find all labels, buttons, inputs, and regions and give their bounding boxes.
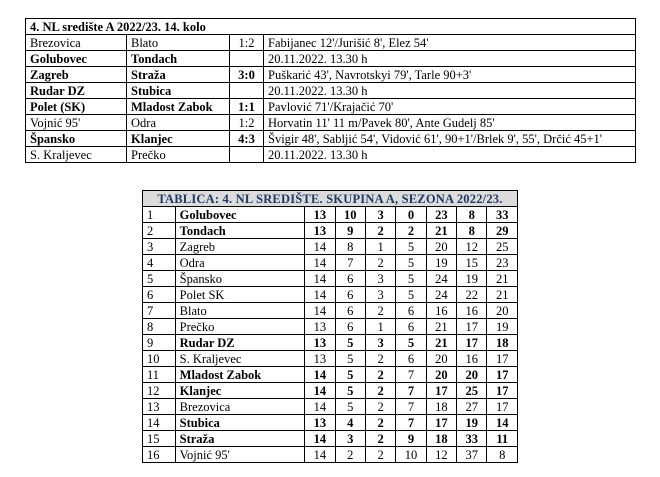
- goals-against: 19: [457, 415, 487, 431]
- drawn: 3: [365, 207, 395, 223]
- team-name: Odra: [175, 255, 305, 271]
- drawn: 2: [365, 415, 395, 431]
- goals-against: 22: [457, 287, 487, 303]
- away-team: Tondach: [127, 51, 230, 67]
- lost: 7: [396, 415, 426, 431]
- match-score: 4:3: [230, 131, 264, 147]
- goals-against: 25: [457, 383, 487, 399]
- position: 5: [143, 271, 176, 287]
- team-name: Polet SK: [175, 287, 305, 303]
- lost: 0: [396, 207, 426, 223]
- drawn: 2: [365, 303, 395, 319]
- lost: 5: [396, 239, 426, 255]
- goals-for: 18: [426, 431, 456, 447]
- goals-for: 21: [426, 319, 456, 335]
- away-team: Straža: [127, 67, 230, 83]
- goals-for: 12: [426, 447, 456, 463]
- drawn: 2: [365, 255, 395, 271]
- played: 14: [305, 367, 335, 383]
- points: 11: [487, 431, 518, 447]
- goals-for: 17: [426, 383, 456, 399]
- away-team: Klanjec: [127, 131, 230, 147]
- match-info: 20.11.2022. 13.30 h: [264, 51, 636, 67]
- position: 12: [143, 383, 176, 399]
- drawn: 3: [365, 271, 395, 287]
- points: 8: [487, 447, 518, 463]
- position: 16: [143, 447, 176, 463]
- lost: 6: [396, 319, 426, 335]
- lost: 7: [396, 383, 426, 399]
- lost: 5: [396, 271, 426, 287]
- goals-for: 21: [426, 335, 456, 351]
- standings-row: [143, 207, 518, 223]
- lost: 5: [396, 335, 426, 351]
- points: 25: [487, 239, 518, 255]
- goals-against: 37: [457, 447, 487, 463]
- won: 3: [335, 431, 365, 447]
- match-row: [26, 67, 636, 83]
- home-team: S. Kraljevec: [26, 147, 127, 163]
- lost: 7: [396, 367, 426, 383]
- team-name: S. Kraljevec: [175, 351, 305, 367]
- goals-for: 18: [426, 399, 456, 415]
- points: 17: [487, 367, 518, 383]
- team-name: Straža: [175, 431, 305, 447]
- won: 5: [335, 335, 365, 351]
- goals-against: 27: [457, 399, 487, 415]
- match-score: 1:1: [230, 99, 264, 115]
- played: 13: [305, 351, 335, 367]
- match-info: 20.11.2022. 13.30 h: [264, 83, 636, 99]
- team-name: Tondach: [175, 223, 305, 239]
- standings-row: [143, 383, 518, 399]
- won: 8: [335, 239, 365, 255]
- played: 13: [305, 415, 335, 431]
- lost: 2: [396, 223, 426, 239]
- team-name: Rudar DZ: [175, 335, 305, 351]
- team-name: Brezovica: [175, 399, 305, 415]
- drawn: 2: [365, 367, 395, 383]
- standings-row: [143, 351, 518, 367]
- match-info: Horvatin 11' 11 m/Pavek 80', Ante Gudelj 85': [264, 115, 636, 131]
- position: 4: [143, 255, 176, 271]
- won: 2: [335, 447, 365, 463]
- lost: 6: [396, 351, 426, 367]
- won: 6: [335, 319, 365, 335]
- drawn: 2: [365, 223, 395, 239]
- standings-row: [143, 303, 518, 319]
- drawn: 2: [365, 383, 395, 399]
- match-score: 1:2: [230, 115, 264, 131]
- points: 21: [487, 287, 518, 303]
- match-info: Švigir 48', Sabljić 54', Vidović 61', 90+1'/Brlek 9', 55', Drčić 45+1': [264, 131, 636, 147]
- standings-row: [143, 415, 518, 431]
- position: 10: [143, 351, 176, 367]
- won: 6: [335, 271, 365, 287]
- team-name: Blato: [175, 303, 305, 319]
- results-title: 4. NL središte A 2022/23. 14. kolo: [26, 19, 636, 35]
- position: 14: [143, 415, 176, 431]
- team-name: Mladost Zabok: [175, 367, 305, 383]
- goals-against: 8: [457, 207, 487, 223]
- played: 13: [305, 319, 335, 335]
- home-team: Vojnić 95': [26, 115, 127, 131]
- home-team: Zagreb: [26, 67, 127, 83]
- goals-against: 33: [457, 431, 487, 447]
- team-name: Stubica: [175, 415, 305, 431]
- points: 17: [487, 399, 518, 415]
- match-score: [230, 147, 264, 163]
- lost: 10: [396, 447, 426, 463]
- match-row: [26, 115, 636, 131]
- match-score: [230, 83, 264, 99]
- standings-table: [142, 190, 518, 463]
- team-name: Golubovec: [175, 207, 305, 223]
- goals-for: 20: [426, 367, 456, 383]
- away-team: Stubica: [127, 83, 230, 99]
- played: 13: [305, 223, 335, 239]
- drawn: 1: [365, 319, 395, 335]
- drawn: 1: [365, 239, 395, 255]
- points: 33: [487, 207, 518, 223]
- played: 14: [305, 431, 335, 447]
- won: 7: [335, 255, 365, 271]
- won: 5: [335, 367, 365, 383]
- standings-row: [143, 287, 518, 303]
- goals-for: 21: [426, 223, 456, 239]
- goals-for: 24: [426, 271, 456, 287]
- standings-row: [143, 399, 518, 415]
- team-name: Klanjec: [175, 383, 305, 399]
- position: 15: [143, 431, 176, 447]
- goals-for: 17: [426, 415, 456, 431]
- points: 21: [487, 271, 518, 287]
- lost: 9: [396, 431, 426, 447]
- match-row: [26, 131, 636, 147]
- away-team: Odra: [127, 115, 230, 131]
- points: 20: [487, 303, 518, 319]
- lost: 6: [396, 303, 426, 319]
- goals-against: 16: [457, 351, 487, 367]
- played: 13: [305, 335, 335, 351]
- standings-row: [143, 239, 518, 255]
- position: 1: [143, 207, 176, 223]
- match-score: [230, 51, 264, 67]
- team-name: Prečko: [175, 319, 305, 335]
- goals-against: 19: [457, 271, 487, 287]
- won: 6: [335, 303, 365, 319]
- points: 17: [487, 383, 518, 399]
- results-table: [25, 18, 636, 163]
- team-name: Špansko: [175, 271, 305, 287]
- goals-for: 20: [426, 351, 456, 367]
- standings-row: [143, 255, 518, 271]
- match-info: Pavlović 71'/Krajačić 70': [264, 99, 636, 115]
- goals-against: 16: [457, 303, 487, 319]
- played: 14: [305, 271, 335, 287]
- drawn: 2: [365, 351, 395, 367]
- team-name: Vojnić 95': [175, 447, 305, 463]
- won: 5: [335, 351, 365, 367]
- drawn: 2: [365, 447, 395, 463]
- position: 8: [143, 319, 176, 335]
- position: 13: [143, 399, 176, 415]
- home-team: Špansko: [26, 131, 127, 147]
- points: 18: [487, 335, 518, 351]
- lost: 7: [396, 399, 426, 415]
- won: 6: [335, 287, 365, 303]
- won: 5: [335, 383, 365, 399]
- standings-row: [143, 335, 518, 351]
- played: 14: [305, 399, 335, 415]
- position: 3: [143, 239, 176, 255]
- goals-for: 23: [426, 207, 456, 223]
- standings-row: [143, 271, 518, 287]
- played: 13: [305, 207, 335, 223]
- home-team: Brezovica: [26, 35, 127, 51]
- position: 9: [143, 335, 176, 351]
- standings-title: TABLICA: 4. NL SREDIŠTE. SKUPINA A, SEZONA 2022/23.: [143, 191, 518, 207]
- home-team: Rudar DZ: [26, 83, 127, 99]
- standings-row: [143, 447, 518, 463]
- played: 14: [305, 383, 335, 399]
- team-name: Zagreb: [175, 239, 305, 255]
- drawn: 3: [365, 287, 395, 303]
- away-team: Blato: [127, 35, 230, 51]
- match-info: 20.11.2022. 13.30 h: [264, 147, 636, 163]
- goals-against: 8: [457, 223, 487, 239]
- won: 9: [335, 223, 365, 239]
- goals-for: 24: [426, 287, 456, 303]
- standings-row: [143, 431, 518, 447]
- drawn: 3: [365, 335, 395, 351]
- match-row: [26, 99, 636, 115]
- played: 14: [305, 447, 335, 463]
- away-team: Mladost Zabok: [127, 99, 230, 115]
- played: 14: [305, 303, 335, 319]
- points: 17: [487, 351, 518, 367]
- goals-against: 17: [457, 335, 487, 351]
- won: 5: [335, 399, 365, 415]
- goals-against: 12: [457, 239, 487, 255]
- points: 23: [487, 255, 518, 271]
- standings-row: [143, 367, 518, 383]
- drawn: 2: [365, 399, 395, 415]
- lost: 5: [396, 287, 426, 303]
- position: 6: [143, 287, 176, 303]
- played: 14: [305, 287, 335, 303]
- won: 10: [335, 207, 365, 223]
- goals-for: 19: [426, 255, 456, 271]
- standings-title-row: [143, 191, 518, 207]
- home-team: Golubovec: [26, 51, 127, 67]
- won: 4: [335, 415, 365, 431]
- match-score: 1:2: [230, 35, 264, 51]
- drawn: 2: [365, 431, 395, 447]
- position: 7: [143, 303, 176, 319]
- match-row: [26, 51, 636, 67]
- goals-for: 16: [426, 303, 456, 319]
- home-team: Polet (SK): [26, 99, 127, 115]
- position: 11: [143, 367, 176, 383]
- points: 29: [487, 223, 518, 239]
- goals-against: 20: [457, 367, 487, 383]
- played: 14: [305, 255, 335, 271]
- points: 14: [487, 415, 518, 431]
- match-info: Fabijanec 12'/Jurišić 8', Elez 54': [264, 35, 636, 51]
- match-row: [26, 147, 636, 163]
- goals-against: 17: [457, 319, 487, 335]
- standings-row: [143, 319, 518, 335]
- match-row: [26, 35, 636, 51]
- played: 14: [305, 239, 335, 255]
- lost: 5: [396, 255, 426, 271]
- goals-for: 20: [426, 239, 456, 255]
- results-title-row: [26, 19, 636, 35]
- standings-row: [143, 223, 518, 239]
- match-row: [26, 83, 636, 99]
- goals-against: 15: [457, 255, 487, 271]
- match-score: 3:0: [230, 67, 264, 83]
- points: 19: [487, 319, 518, 335]
- match-info: Puškarić 43', Navrotskyi 79', Tarle 90+3': [264, 67, 636, 83]
- away-team: Prečko: [127, 147, 230, 163]
- position: 2: [143, 223, 176, 239]
